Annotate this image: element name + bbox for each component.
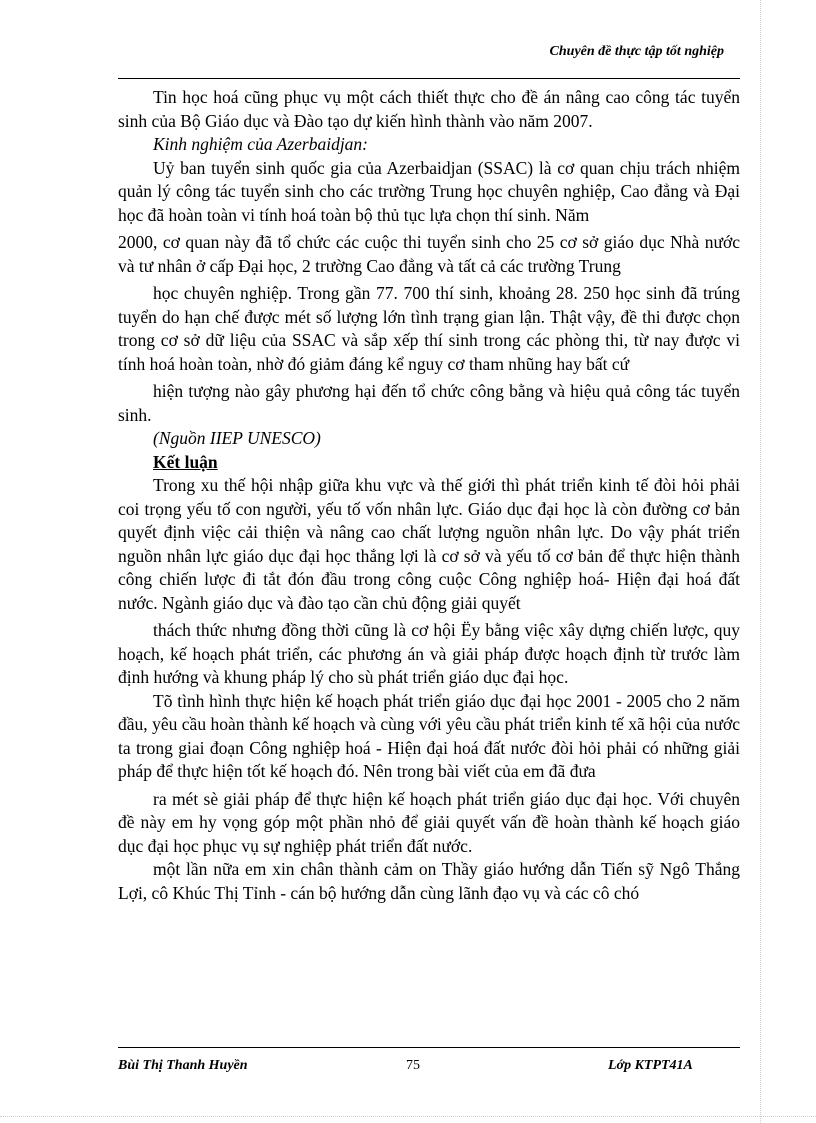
- footer-class-label: Lớp KTPT41A: [608, 1058, 693, 1073]
- section-heading-conclusion: Kết luận: [153, 451, 218, 472]
- document-body: [118, 86, 740, 905]
- page-edge-marker: [760, 0, 761, 1123]
- paragraph-continuation: ra mét sè giải pháp để thực hiện kế hoạch phát triển giáo dục đại học. Với chuyên đề này em hy vọng góp một phần nhỏ để giải quyết vấn đề hoàn thành kế hoạch giáo dục đại học phục vụ sự nghiệp phát triển đất nước.: [118, 788, 740, 856]
- paragraph-thanks: một lần nữa em xin chân thành cảm on Thầy giáo hướng dẫn Tiến sỹ Ngô Thắng Lợi, cô Khúc Thị Tỉnh - cán bộ hướng dẫn cùng lãnh đạo vụ và các cô chó: [118, 859, 740, 903]
- paragraph-continuation: học chuyên nghiệp. Trong gần 77. 700 thí sinh, khoảng 28. 250 học sinh đã trúng tuyển do hạn chế được mét số lượng lớn tình trạng gian lận. Thật vậy, đề thi được chọn trong cơ sở dữ liệu của SSAC và sắp xếp thí sinh trong các phòng thi, từ nay được vi tính hoá hoàn toàn, nhờ đó giảm đáng kể nguy cơ tham nhũng hay bất cứ: [118, 283, 740, 374]
- paragraph-continuation: 2000, cơ quan này đã tổ chức các cuộc thi tuyển sinh cho 25 cơ sở giáo dục Nhà nước và tư nhân ở cấp Đại học, 2 trường Cao đẳng và tất cả các trường Trung: [118, 232, 740, 276]
- footer-author: Bùi Thị Thanh Huyền: [118, 1058, 248, 1073]
- page-edge-marker: [0, 1116, 816, 1117]
- footer-rule: [118, 1047, 740, 1048]
- header-rule: [118, 78, 740, 79]
- footer-page-number: 75: [406, 1058, 420, 1073]
- subheading-azerbaidjan: Kinh nghiệm của Azerbaidjan:: [153, 134, 369, 154]
- paragraph-conclusion: Trong xu thế hội nhập giữa khu vực và thế giới thì phát triển kinh tế đòi hỏi phải coi trọng yếu tố con người, yếu tố vốn nhân lực. Giáo dục đại học là còn đường cơ bản quyết định việc cải thiện và nâng cao chất lượng nguồn nhân lực. Do vậy phát triển nguồn nhân lực giáo dục đại học thắng lợi là cơ sở và yếu tố cơ bản để thực hiện thành công chiến lược đi tắt đón đầu trong công cuộc Công nghiệp hoá- Hiện đại hoá đất nước. Ngành giáo dục và đào tạo cần chủ động giải quyết: [118, 475, 740, 613]
- paragraph-intro: Tin học hoá cũng phục vụ một cách thiết thực cho đề án nâng cao công tác tuyển sinh của Bộ Giáo dục và Đào tạo dự kiến hình thành vào năm 2007.: [118, 87, 740, 131]
- source-citation: (Nguồn IIEP UNESCO): [153, 428, 321, 448]
- page-header-title: Chuyên đề thực tập tốt nghiệp: [549, 44, 724, 59]
- paragraph-ssac: Uỷ ban tuyển sinh quốc gia của Azerbaidjan (SSAC) là cơ quan chịu trách nhiệm quản lý công tác tuyển sinh cho các trường Trung học chuyên nghiệp, Cao đẳng và Đại học đã hoàn toàn vi tính hoá toàn bộ thủ tục lựa chọn thí sinh. Năm: [118, 157, 740, 225]
- paragraph-continuation: hiện tượng nào gây phương hại đến tổ chức công bằng và hiệu quả công tác tuyển sinh.: [118, 381, 740, 425]
- paragraph-plan: Tõ tình hình thực hiện kế hoạch phát triển giáo dục đại học 2001 - 2005 cho 2 năm đầu, yêu cầu hoàn thành kế hoạch và cùng với yêu cầu phát triển kinh tế xã hội của nước ta trong giai đoạn Công nghiệp hoá - Hiện đại hoá đất nước đòi hỏi phải có những giải pháp để thực hiện tốt kế hoạch đó. Nên trong bài viết của em đã đưa: [118, 690, 740, 781]
- paragraph-continuation: thách thức nhưng đồng thời cũng là cơ hội Ëy bằng việc xây dựng chiến lược, quy hoạch, kế hoạch phát triển, các phương án và giải pháp được hoạch định từ trước làm định hướng và khung pháp lý cho sù phát triển giáo dục đại học.: [118, 620, 740, 687]
